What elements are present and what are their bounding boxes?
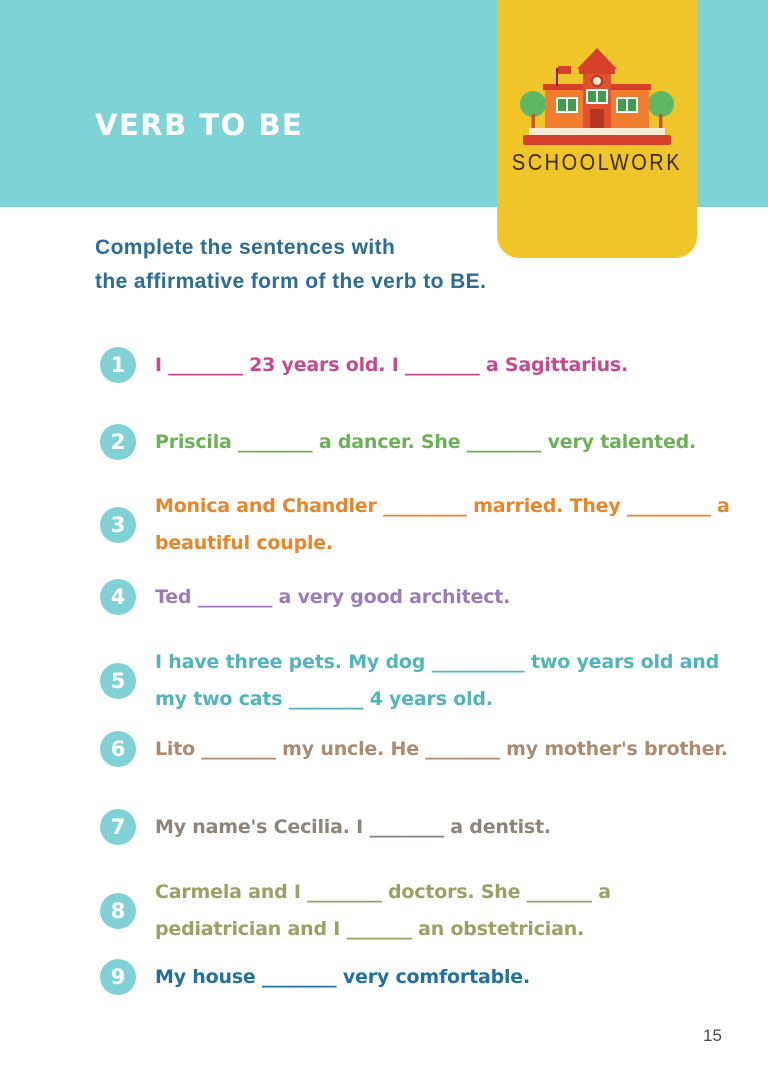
exercise-row — [100, 579, 510, 615]
page-title: VERB TO BE — [95, 108, 304, 142]
exercise-text: Monica and Chandler _________ married. They _________ a beautiful couple. — [155, 495, 730, 554]
exercise-text: My house ________ very comfortable. — [155, 965, 531, 988]
exercise-text: I have three pets. My dog __________ two years old and my two cats ________ 4 years old. — [155, 651, 720, 710]
exercise-text: Priscila ________ a dancer. She ________ very talented. — [155, 430, 697, 453]
page-number: 15 — [703, 1026, 722, 1045]
exercise-row — [100, 424, 696, 460]
exercise-text: I ________ 23 years old. I ________ a Sagittarius. — [155, 353, 629, 376]
schoolwork-label: SCHOOLWORK — [511, 150, 683, 176]
exercise-text: Carmela and I ________ doctors. She _______ a pediatrician and I _______ an obstetrician. — [155, 881, 611, 940]
exercise-number-badge: 6 — [100, 731, 136, 767]
exercise-number-badge: 3 — [100, 507, 136, 543]
exercise-row — [100, 731, 728, 767]
exercise-row — [100, 643, 730, 719]
exercise-row — [100, 347, 628, 383]
school-building-icon — [517, 28, 677, 148]
exercise-row — [100, 873, 730, 949]
exercise-number-badge: 2 — [100, 424, 136, 460]
exercise-row — [100, 809, 551, 845]
instruction-line-1: Complete the sentences with — [95, 236, 396, 259]
schoolwork-badge — [497, 0, 697, 258]
instruction — [95, 231, 486, 299]
exercise-row — [100, 487, 730, 563]
instruction-line-2: the affirmative form of the verb to BE. — [95, 270, 487, 293]
exercise-number-badge: 8 — [100, 893, 136, 929]
exercise-text: Lito ________ my uncle. He ________ my mother's brother. — [155, 737, 728, 760]
exercise-number-badge: 4 — [100, 579, 136, 615]
exercise-text: My name's Cecilia. I ________ a dentist. — [155, 815, 551, 838]
exercise-number-badge: 7 — [100, 809, 136, 845]
exercise-row — [100, 959, 530, 995]
exercise-number-badge: 1 — [100, 347, 136, 383]
exercise-number-badge: 5 — [100, 663, 136, 699]
exercise-text: Ted ________ a very good architect. — [155, 585, 511, 608]
exercise-number-badge: 9 — [100, 959, 136, 995]
